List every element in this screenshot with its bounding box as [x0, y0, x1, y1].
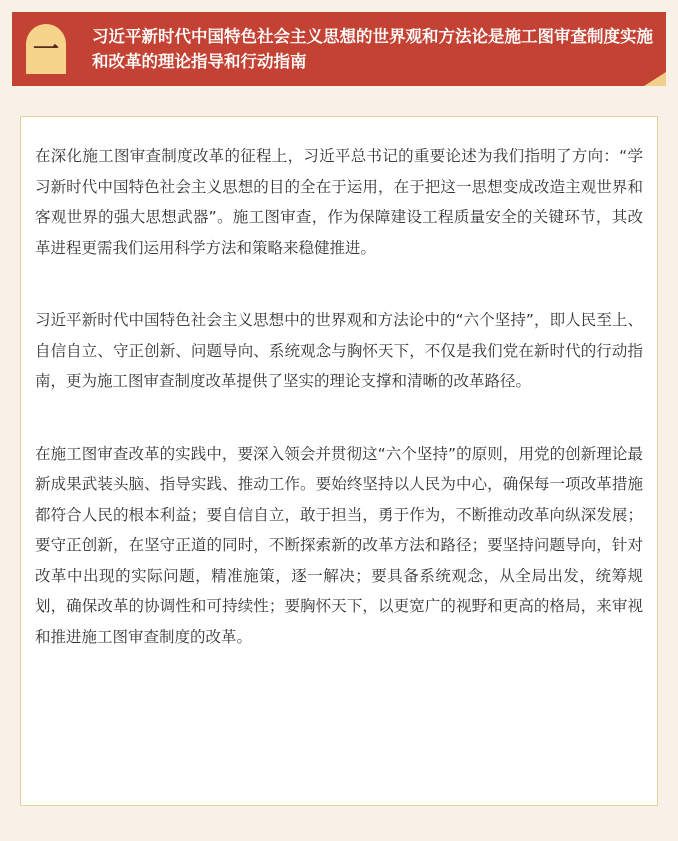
article-body [20, 116, 658, 806]
paragraph-1: 在深化施工图审查制度改革的征程上，习近平总书记的重要论述为我们指明了方向：“学习新时代中国特色社会主义思想的目的全在于运用，在于把这一思想变成改造主观世界和客观世界的强大思想武器”。施工图审查，作为保障建设工程质量安全的关键环节，其改革进程更需我们运用科学方法和策略来稳健推进。 [35, 147, 643, 257]
section-header [12, 12, 666, 86]
section-number: 一 [32, 35, 59, 65]
header-corner-decoration [644, 72, 666, 86]
paragraph-2: 习近平新时代中国特色社会主义思想中的世界观和方法论中的“六个坚持”，即人民至上、自信自立、守正创新、问题导向、系统观念与胸怀天下，不仅是我们党在新时代的行动指南，更为施工图审查制度改革提供了坚实的理论支撑和清晰的改革路径。 [35, 311, 643, 390]
section-title: 习近平新时代中国特色社会主义思想的世界观和方法论是施工图审查制度实施和改革的理论指导和行动指南 [92, 27, 653, 71]
paragraph-3: 在施工图审查改革的实践中，要深入领会并贯彻这“六个坚持”的原则，用党的创新理论最新成果武装头脑、指导实践、推动工作。要始终坚持以人民为中心，确保每一项改革措施都符合人民的根本利益；要自信自立，敢于担当，勇于作为，不断推动改革向纵深发展；要守正创新，在坚守正道的同时，不断探索新的改革方法和路径；要坚持问题导向，针对改革中出现的实际问题，精准施策，逐一解决；要具备系统观念，从全局出发，统筹规划，确保改革的协调性和可持续性；要胸怀天下，以更宽广的视野和更高的格局，来审视和推进施工图审查制度的改革。 [35, 444, 643, 646]
section-number-badge [26, 24, 66, 74]
